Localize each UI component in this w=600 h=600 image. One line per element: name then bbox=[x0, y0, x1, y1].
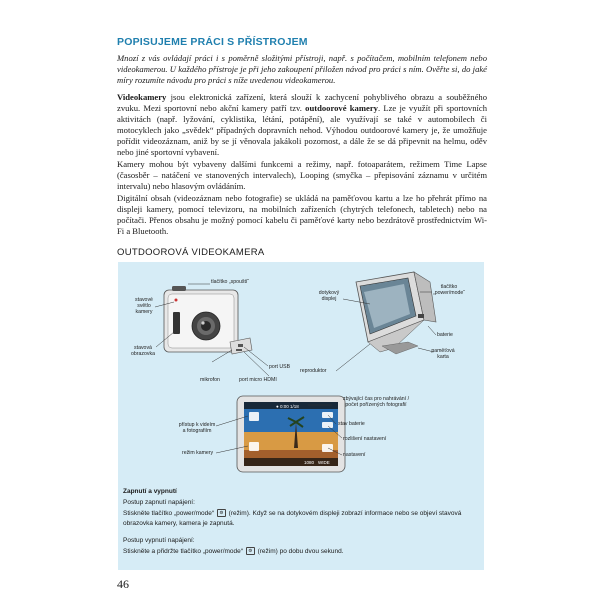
label-settings: nastavení bbox=[343, 452, 366, 458]
label-memory-card-2: karta bbox=[437, 354, 449, 361]
label-memory-card-1: paměťová bbox=[431, 348, 455, 354]
label-status-screen-1: stavová bbox=[134, 345, 152, 351]
label-hdmi: port micro HDMI bbox=[239, 377, 277, 383]
label-media-access bbox=[177, 422, 217, 434]
label-remaining-time-1: zbývající čas pro nahrávání / bbox=[342, 396, 410, 402]
label-touch-display-2: displej bbox=[321, 296, 337, 303]
screen-status-text: ● 0:00 1/18 bbox=[276, 404, 299, 409]
p1-text-a: jsou elektronická zařízení, která slouží k zachycení pohyblivého obrazu a souběžného zvuku. Mezi sportovní nebo akční kamery patří tzv. bbox=[117, 92, 487, 113]
label-status-light-3: kamery bbox=[135, 309, 153, 316]
term-videokamery: Videokamery bbox=[117, 92, 167, 102]
camera-front-illustration bbox=[164, 286, 252, 354]
label-status-screen-2: obrazovka bbox=[131, 351, 155, 358]
mode-icon-2: ⚙ bbox=[246, 547, 255, 555]
label-touch-display bbox=[314, 290, 344, 302]
label-usb: port USB bbox=[269, 364, 291, 370]
screen-resolution-text: 1080 bbox=[304, 460, 315, 465]
label-resolution: rozlišení nastavení bbox=[343, 436, 387, 442]
p1-text-b: . Lze je využít při sportovních aktivitách (např. lyžování, cyklistika, létání, potápění), ale využívají se také v automobilech či motocyklech jako „svědek“ případných dopravních nehod. Výhodou outdoorové kamery je, že umožňuje pořídit videozáznam, aniž by se jí věnovala jakákoli pozornost, a dále že se dá připevnit na helmu, oděv nebo jiné sportovní vybavení. bbox=[117, 103, 488, 157]
label-power-button bbox=[430, 284, 468, 296]
camera-screen-illustration bbox=[237, 396, 345, 472]
info-off-title: Postup vypnutí napájení: bbox=[123, 537, 195, 544]
label-microphone: mikrofon bbox=[200, 377, 220, 383]
camera-back-illustration bbox=[356, 272, 436, 354]
page-title: POPISUJEME PRÁCI S PŘÍSTROJEM bbox=[117, 36, 308, 48]
info-heading: Zapnutí a vypnutí bbox=[123, 488, 177, 495]
paragraph-videokamery bbox=[117, 92, 487, 158]
label-media-access-2: a fotografiím bbox=[182, 428, 212, 435]
label-battery: baterie bbox=[437, 332, 453, 338]
info-off-text-b: (režim) po dobu dvou sekund. bbox=[257, 548, 344, 555]
info-on-text-a: Stiskněte tlačítko „power/mode“ bbox=[123, 510, 215, 517]
label-battery-status: stav baterie bbox=[338, 421, 365, 427]
label-spousti: tlačítko „spouští“ bbox=[211, 279, 250, 285]
label-camera-mode: režim kamery bbox=[182, 450, 214, 456]
info-on-title: Postup zapnutí napájení: bbox=[123, 499, 195, 506]
page-number: 46 bbox=[117, 577, 129, 591]
info-off-text bbox=[123, 547, 479, 557]
term-outdoor: outdoorové kamery bbox=[305, 103, 378, 113]
paragraph-content: Digitální obsah (videozáznam nebo fotografie) se ukládá na paměťovou kartu a lze ho přehrát přímo na displeji kamery, pomocí televizoru, na mobilních zařízeních (chytrých telefonech, tabletech) nebo na počítači. Přenos obsahu je možný pomocí kabelu či paměťové karty nebo bezdrátově prostřednictvím Wi-Fi a Bluetooth. bbox=[117, 193, 487, 236]
mode-icon: ⚙ bbox=[217, 509, 226, 517]
label-memory-card bbox=[426, 348, 460, 360]
label-remaining-time-2: počet pořízených fotografií bbox=[345, 402, 407, 409]
label-power-button-2: „power/mode“ bbox=[432, 290, 465, 297]
label-remaining-time bbox=[334, 396, 418, 408]
label-media-access-1: přístup k videím bbox=[178, 422, 216, 428]
paragraph-functions: Kamery mohou být vybaveny dalšími funkcemi a režimy, např. fotoaparátem, režimem Time Lapse (časosběr – natáčení ve stanovených intervalech), Looping (smyčka – přepisování záznamu v určitém intervalu) nebo hlasovým ovládáním. bbox=[117, 159, 487, 191]
label-speaker: reproduktor bbox=[300, 368, 327, 374]
label-touch-display-1: dotykový bbox=[318, 290, 340, 296]
intro-paragraph: Mnozí z vás ovládají práci i s poměrně složitými přístroji, např. s počítačem, mobilním telefonem nebo videokamerou. U každého přístroje je při jeho zakoupení přiložen návod pro práci s ním. Ověřte si, do jaké míry rozumíte návodu pro práci s níže uvedenou videokamerou. bbox=[117, 53, 487, 85]
label-status-light bbox=[131, 297, 157, 316]
info-on-text bbox=[123, 509, 479, 528]
label-status-light-1: stavové bbox=[135, 297, 153, 303]
figure-title: OUTDOOROVÁ VIDEOKAMERA bbox=[117, 247, 265, 258]
label-status-light-2: světlo bbox=[137, 303, 151, 310]
screen-wide-text: WIDE bbox=[318, 460, 330, 465]
info-on-text-b: (režim). Když se na dotykovém displeji zobrazí informace nebo se objeví stavová obrazovka kamery, kamera je zapnutá. bbox=[123, 510, 462, 527]
label-status-screen bbox=[128, 345, 158, 357]
info-off-text-a: Stiskněte a přidržte tlačítko „power/mode“ bbox=[123, 548, 243, 555]
label-power-button-1: tlačítko bbox=[440, 284, 458, 290]
